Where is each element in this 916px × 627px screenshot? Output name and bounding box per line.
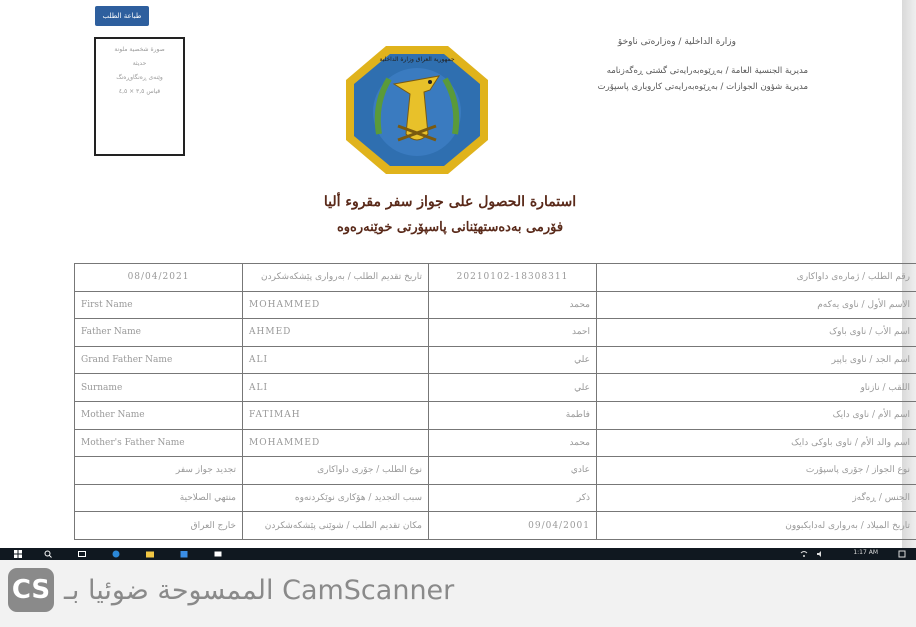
- passport-type-value: عادي: [429, 457, 597, 485]
- table-row: [75, 484, 916, 512]
- windows-start-icon[interactable]: [14, 550, 22, 558]
- surname-ar-value: علي: [429, 374, 597, 402]
- task-view-icon[interactable]: [78, 550, 86, 558]
- birth-date-label: تاريخ الميلاد / بەرواری لەدایکبوون: [597, 512, 916, 540]
- application-place-value: خارج العراق: [75, 512, 243, 540]
- first-name-en-label: First Name: [75, 291, 243, 319]
- request-number-value: 20210102-18308311: [429, 264, 597, 292]
- photo-placeholder-box: [94, 37, 185, 156]
- renew-reason-label: سبب التجديد / هۆکاری نوێکردنەوە: [243, 484, 429, 512]
- surname-en-label: Surname: [75, 374, 243, 402]
- notification-icon[interactable]: [898, 550, 906, 558]
- first-name-ar-label: الاسم الأول / ناوی یەکەم: [597, 291, 916, 319]
- camscanner-watermark: [8, 568, 454, 612]
- table-row: [75, 512, 916, 540]
- camscanner-watermark-text: الممسوحة ضوئيا بـ CamScanner: [64, 574, 455, 606]
- ministry-name: وزارة الداخلية / وەزارەتی ناوخۆ: [617, 37, 736, 47]
- first-name-en-value: MOHAMMED: [243, 291, 429, 319]
- passport-type-label: نوع الجواز / جۆری پاسپۆرت: [597, 457, 916, 485]
- taskbar-clock: 1:17 AM: [853, 549, 878, 556]
- gender-label: الجنس / ڕەگەز: [597, 484, 916, 512]
- mother-name-en-label: Mother Name: [75, 401, 243, 429]
- passport-directorate: مديرية شؤون الجوازات / بەڕێوەبەرایەتی کاروباری پاسپۆرت: [597, 82, 808, 92]
- first-name-ar-value: محمد: [429, 291, 597, 319]
- mothers-father-ar-value: محمد: [429, 429, 597, 457]
- application-place-label: مكان تقديم الطلب / شوێنی پێشکەشکردن: [243, 512, 429, 540]
- print-request-button[interactable]: طباعة الطلب: [95, 6, 149, 26]
- search-icon[interactable]: [44, 550, 52, 558]
- logo-caption: جمهورية العراق وزارة الداخلية: [379, 56, 455, 63]
- photo-note-2: حديثة: [132, 60, 147, 67]
- table-row: [75, 401, 916, 429]
- surname-en-value: ALI: [243, 374, 429, 402]
- ministry-logo-emblem: [344, 44, 490, 176]
- table-row: [75, 264, 916, 292]
- mother-name-en-value: FATIMAH: [243, 401, 429, 429]
- photo-note-1: صورة شخصية ملونة: [114, 46, 165, 53]
- birth-date-value: 09/04/2001: [429, 512, 597, 540]
- store-icon[interactable]: [180, 550, 188, 558]
- table-row: [75, 346, 916, 374]
- table-row: [75, 429, 916, 457]
- submission-date-value: 08/04/2021: [75, 264, 243, 292]
- table-row: [75, 374, 916, 402]
- camscanner-logo-icon: CS: [8, 568, 54, 612]
- mother-name-ar-label: اسم الأم / ناوی دایک: [597, 401, 916, 429]
- request-type-value: تجديد جواز سفر: [75, 457, 243, 485]
- request-number-label: رقم الطلب / ژمارەی داواکاری: [597, 264, 916, 292]
- windows-taskbar: [0, 548, 916, 560]
- father-name-en-value: AHMED: [243, 319, 429, 347]
- volume-icon[interactable]: [816, 550, 824, 558]
- table-row: [75, 291, 916, 319]
- mother-name-ar-value: فاطمة: [429, 401, 597, 429]
- father-name-en-label: Father Name: [75, 319, 243, 347]
- form-subtitle: فۆرمی بەدەستهێنانی پاسپۆرتی خوێنەرەوە: [336, 220, 564, 235]
- submission-date-label: تاريخ تقديم الطلب / بەرواری پێشکەشکردن: [243, 264, 429, 292]
- table-row: [75, 319, 916, 347]
- table-row: [75, 457, 916, 485]
- mothers-father-en-value: MOHAMMED: [243, 429, 429, 457]
- photo-note-4: قياس ٣,٥ × ٤,٥: [118, 88, 161, 95]
- photo-note-3: وێنەی ڕەنگاوڕەنگ: [116, 74, 163, 81]
- surname-ar-label: اللقب / نازناو: [597, 374, 916, 402]
- mothers-father-en-label: Mother's Father Name: [75, 429, 243, 457]
- request-type-label: نوع الطلب / جۆری داواکاری: [243, 457, 429, 485]
- edge-browser-icon[interactable]: [112, 550, 120, 558]
- form-title: استمارة الحصول على جواز سفر مقروء أليا: [323, 194, 577, 210]
- mail-icon[interactable]: [214, 550, 222, 558]
- renew-reason-value: منتهي الصلاحية: [75, 484, 243, 512]
- grandfather-name-en-value: ALI: [243, 346, 429, 374]
- father-name-ar-label: اسم الأب / ناوی باوک: [597, 319, 916, 347]
- grandfather-name-en-label: Grand Father Name: [75, 346, 243, 374]
- file-explorer-icon[interactable]: [146, 550, 154, 558]
- gender-value: ذكر: [429, 484, 597, 512]
- application-form-table: [74, 263, 916, 540]
- father-name-ar-value: احمد: [429, 319, 597, 347]
- grandfather-name-ar-label: اسم الجد / ناوی باپیر: [597, 346, 916, 374]
- grandfather-name-ar-value: علي: [429, 346, 597, 374]
- wifi-icon[interactable]: [800, 550, 808, 558]
- nationality-directorate: مديرية الجنسية العامة / بەڕێوەبەرایەتی گشتی ڕەگەزنامە: [606, 66, 808, 76]
- mothers-father-ar-label: اسم والد الأم / ناوی باوکی دایک: [597, 429, 916, 457]
